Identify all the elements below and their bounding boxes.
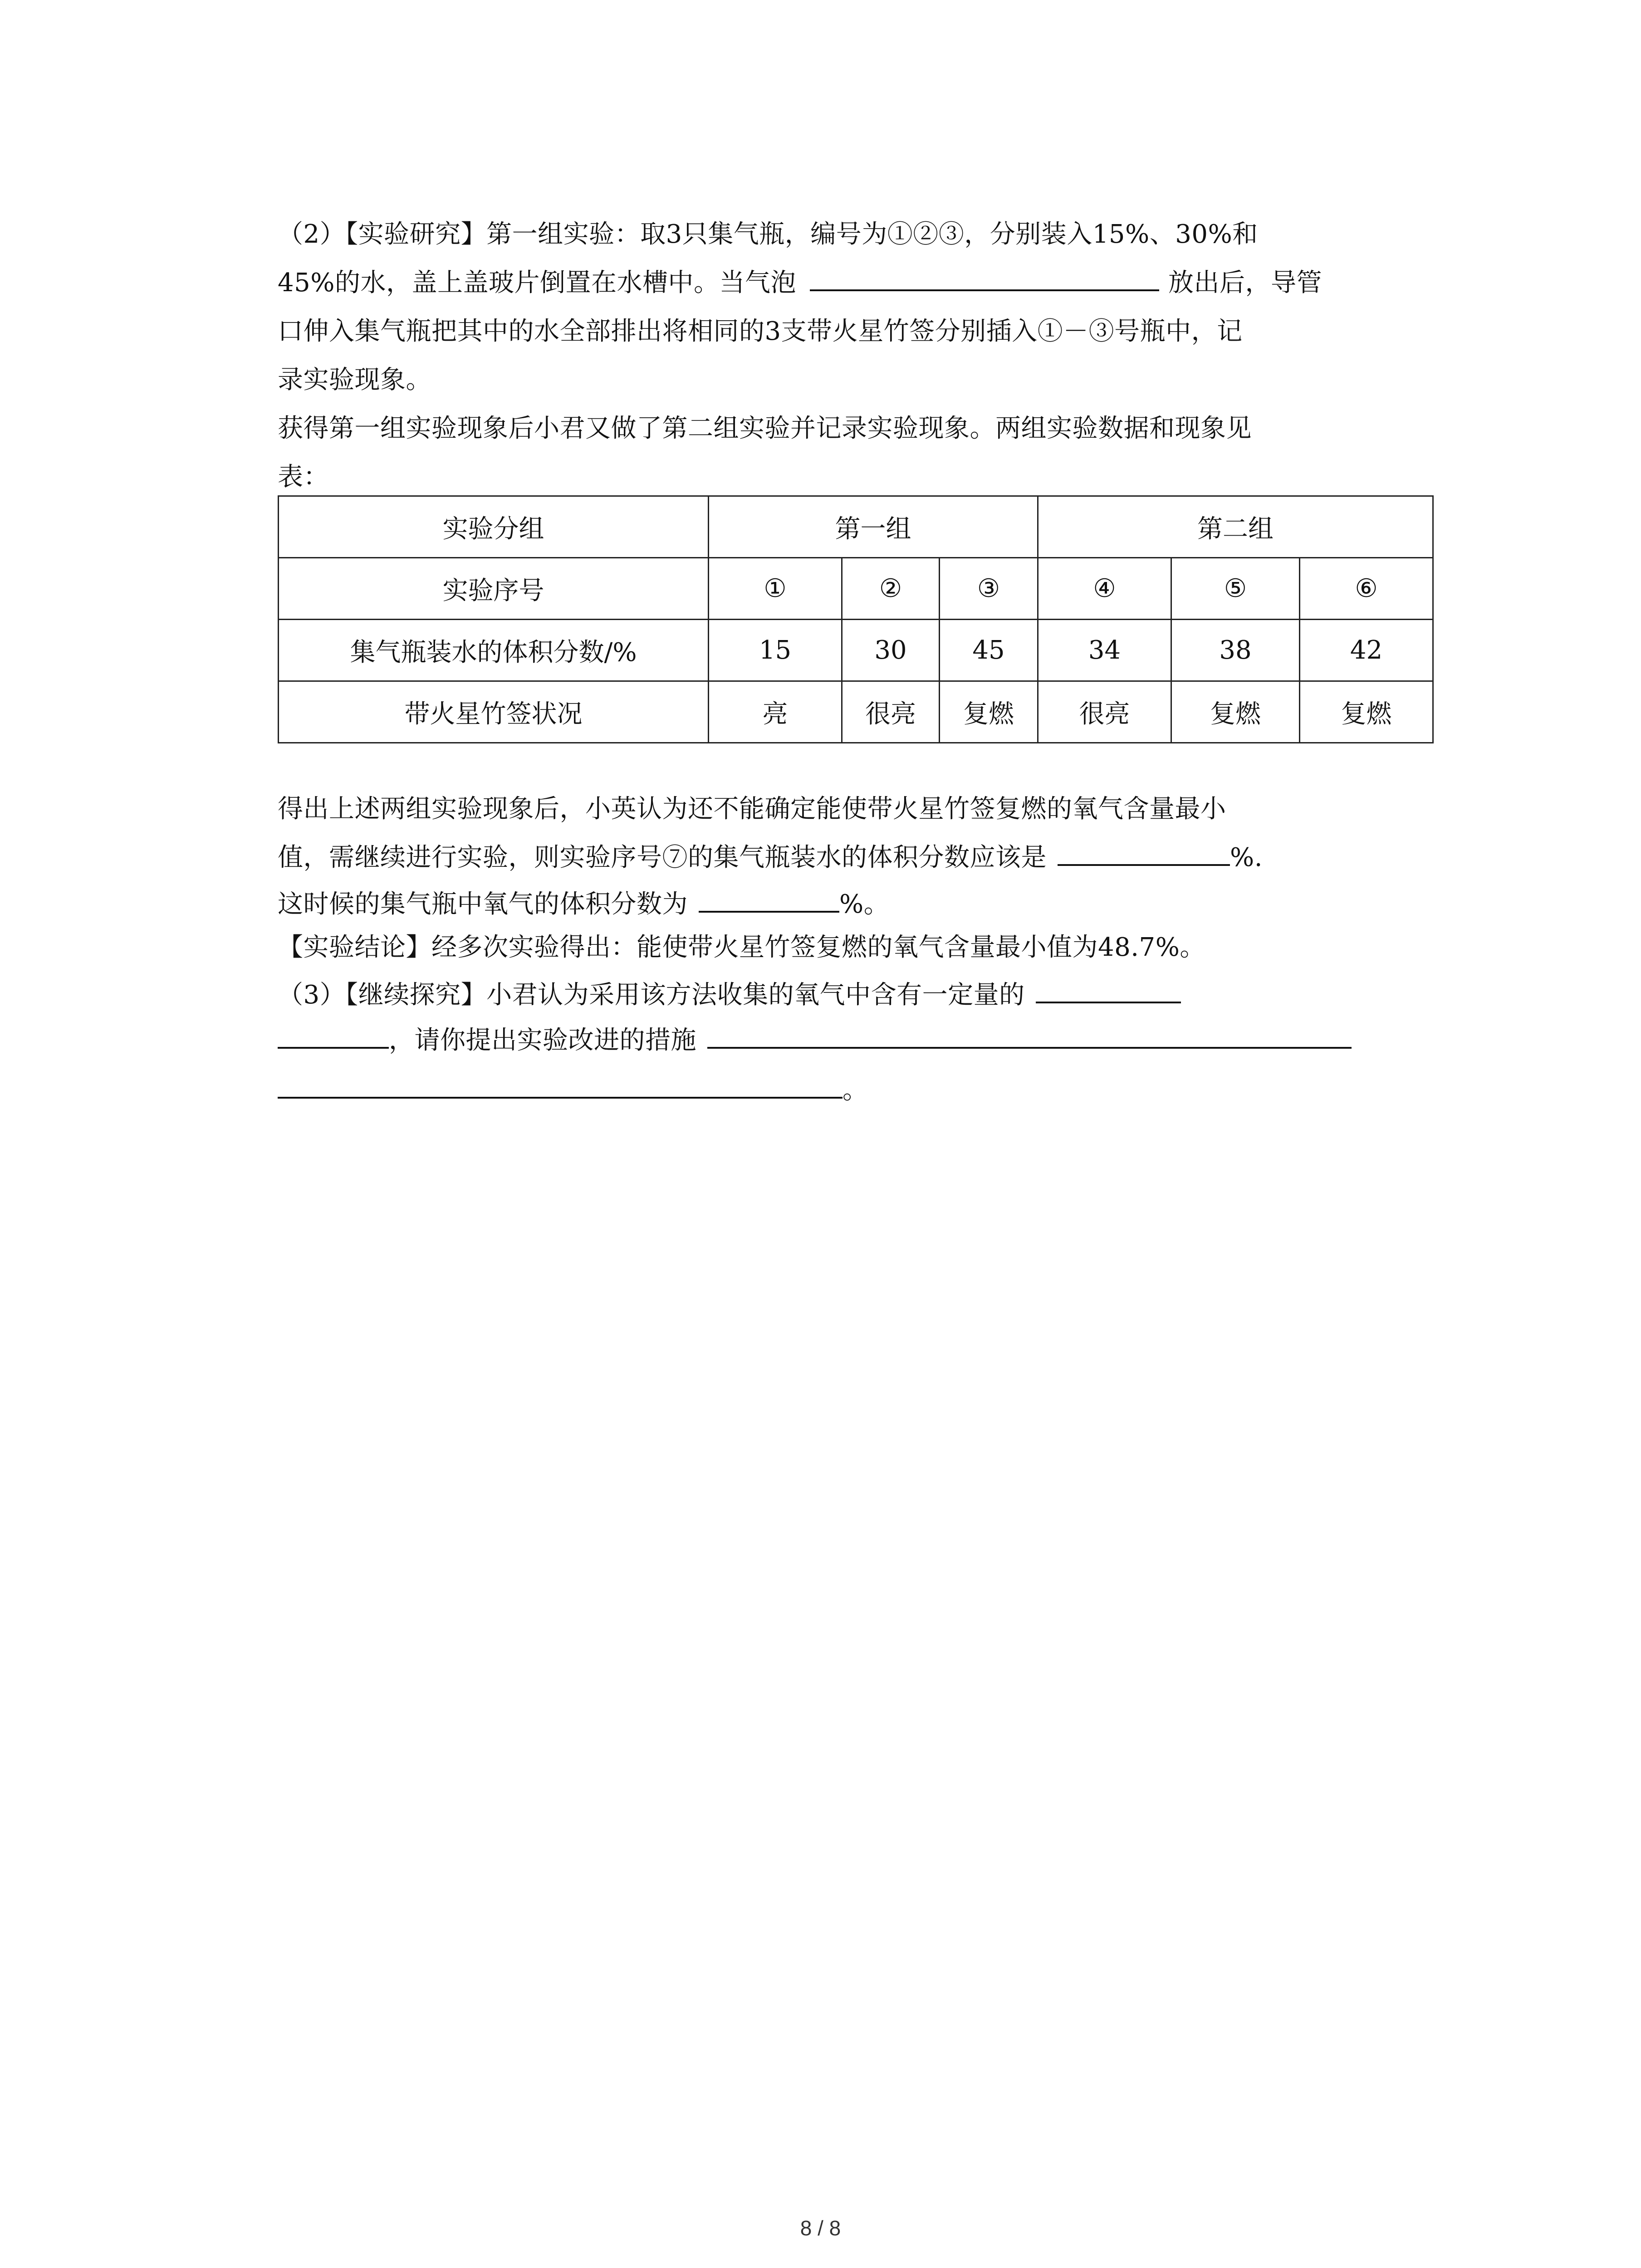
- followup-text: [278, 785, 1432, 1110]
- answer-blank-bubble[interactable]: [810, 260, 1159, 291]
- text-line: 得出上述两组实验现象后，小英认为还不能确定能使带火星竹签复燃的氧气含量最小: [278, 794, 1226, 824]
- text-segment: 45%的水，盖上盖玻片倒置在水槽中。当气泡: [278, 268, 796, 298]
- answer-blank-impurity-a[interactable]: [1036, 973, 1181, 1003]
- section-2-text: [278, 210, 1432, 501]
- table-cell: ③: [940, 558, 1038, 620]
- text-segment: （3）【继续探究】小君认为采用该方法收集的氧气中含有一定量的: [278, 980, 1025, 1010]
- text-line: （2）【实验研究】第一组实验：取3只集气瓶，编号为①②③，分别装入15%、30%和: [278, 220, 1258, 249]
- table-cell: 带火星竹签状况: [279, 681, 709, 743]
- table-row: [279, 496, 1433, 558]
- table-cell: 42: [1300, 620, 1433, 681]
- table-row: [279, 558, 1433, 620]
- answer-blank-improvement-b[interactable]: [278, 1068, 843, 1099]
- text-line: 【实验结论】经多次实验得出：能使带火星竹签复燃的氧气含量最小值为48.7%。: [278, 933, 1205, 962]
- text-line: 口伸入集气瓶把其中的水全部排出将相同的3支带火星竹签分别插入①－③号瓶中，记: [278, 317, 1243, 346]
- table-cell: ⑤: [1171, 558, 1300, 620]
- text-line: [278, 968, 1432, 1013]
- answer-blank-oxygen-fraction[interactable]: [699, 882, 839, 913]
- table-cell: 实验分组: [279, 496, 709, 558]
- table-cell: 第二组: [1038, 496, 1433, 558]
- table-cell: ①: [709, 558, 842, 620]
- text-line: [278, 882, 1432, 918]
- table-row: [279, 620, 1433, 681]
- text-segment: 这时候的集气瓶中氧气的体积分数为: [278, 890, 688, 919]
- text-segment: %。: [839, 890, 890, 919]
- table-cell: 34: [1038, 620, 1171, 681]
- page-number: 8 / 8: [800, 2216, 841, 2240]
- table-cell: 复燃: [1171, 681, 1300, 743]
- table-row: [279, 681, 1433, 743]
- answer-blank-water-fraction[interactable]: [1058, 835, 1230, 866]
- table-cell: 复燃: [940, 681, 1038, 743]
- answer-blank-impurity-b[interactable]: [278, 1018, 389, 1049]
- table-cell: 45: [940, 620, 1038, 681]
- table-cell: ④: [1038, 558, 1171, 620]
- text-line: [278, 1061, 1432, 1110]
- table-cell: ②: [842, 558, 940, 620]
- text-line: 获得第一组实验现象后小君又做了第二组实验并记录实验现象。两组实验数据和现象见: [278, 414, 1252, 443]
- table-cell: 38: [1171, 620, 1300, 681]
- table-cell: 30: [842, 620, 940, 681]
- table-cell: 很亮: [1038, 681, 1171, 743]
- table-cell: 集气瓶装水的体积分数/%: [279, 620, 709, 681]
- text-line: 表：: [278, 462, 329, 492]
- table-cell: 很亮: [842, 681, 940, 743]
- text-line: [278, 1013, 1432, 1061]
- table-cell: 实验序号: [279, 558, 709, 620]
- table-cell: 第一组: [709, 496, 1038, 558]
- text-line: [278, 833, 1432, 882]
- text-segment: 值，需继续进行实验，则实验序号⑦的集气瓶装水的体积分数应该是: [278, 843, 1047, 872]
- table-cell: 复燃: [1300, 681, 1433, 743]
- text-segment: 。: [843, 1075, 868, 1105]
- table-cell: 15: [709, 620, 842, 681]
- answer-blank-improvement-a[interactable]: [707, 1018, 1352, 1049]
- table-cell: ⑥: [1300, 558, 1433, 620]
- experiment-table: [278, 495, 1434, 743]
- table-cell: 亮: [709, 681, 842, 743]
- text-segment: 放出后，导管: [1168, 268, 1322, 298]
- text-line: [278, 259, 1432, 307]
- text-segment: %.: [1230, 843, 1263, 872]
- text-segment: ，请你提出实验改进的措施: [389, 1026, 696, 1055]
- text-line: 录实验现象。: [278, 365, 431, 395]
